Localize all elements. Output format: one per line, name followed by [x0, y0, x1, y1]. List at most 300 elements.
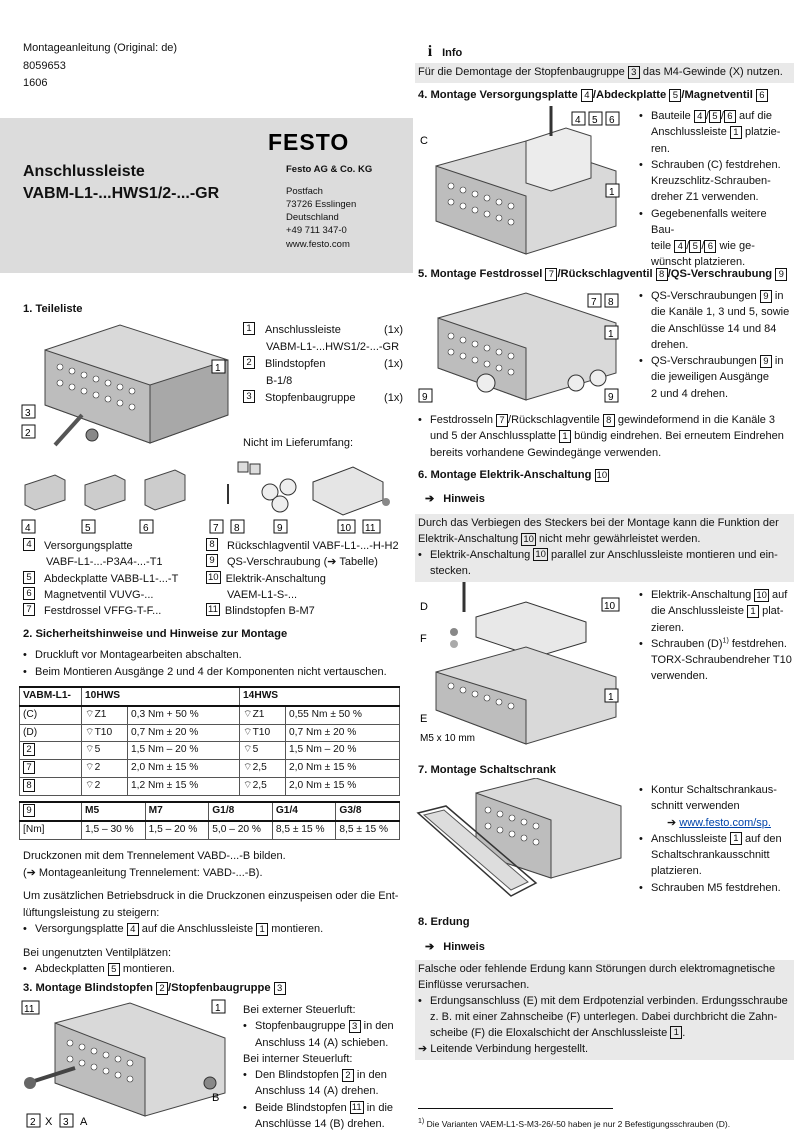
table-header: M5: [82, 802, 146, 821]
section-title: 2. Sicherheitshinweise und Hinweise zur Montage: [23, 628, 288, 640]
hint-heading: [425, 492, 485, 508]
item-number: 5: [689, 240, 701, 253]
cabinet-figure: [416, 778, 626, 908]
table-cell: ⌔2: [82, 760, 128, 778]
item-number: 2: [342, 1069, 354, 1082]
table-row: [20, 778, 400, 796]
table-cell: 1,5 – 30 %: [82, 821, 146, 839]
paragraph: Um zusätzlichen Betriebsdruck in die Druckzonen einzuspeisen oder die Ent-: [23, 890, 399, 902]
text: 6. Montage Elektrik-Anschaltung: [418, 469, 592, 481]
item-subtext: VABM-L1-...HWS1/2-...-GR: [266, 341, 400, 354]
figure-label: 3: [63, 1117, 69, 1128]
item-subtext: VAEM-L1-S-...: [227, 588, 298, 601]
parts-list-included: [243, 322, 403, 407]
figure-label: 1: [609, 187, 615, 198]
text: Kreuzschlitz-Schrauben-: [651, 175, 771, 188]
text: teile: [651, 240, 672, 253]
table-cell: 5,0 – 20 %: [209, 821, 273, 839]
item-number: 11: [351, 1102, 362, 1114]
item-number: 10: [535, 549, 546, 561]
text: in: [774, 355, 784, 368]
text: montieren.: [271, 923, 324, 935]
paragraph: Falsche oder fehlende Erdung kann Störungen durch elektromagnetische: [418, 963, 776, 975]
table-header: 14HWS: [240, 687, 286, 706]
info-heading: [421, 40, 462, 63]
text: /Rückschlagventil: [557, 268, 653, 280]
text: auf: [771, 589, 788, 601]
bullet-item: [639, 353, 794, 402]
table-cell: 2: [23, 743, 35, 756]
paragraph: Anschluss 14 (A) drehen.: [255, 1085, 379, 1098]
svg-text:5: 5: [85, 523, 91, 534]
item-number: 4: [23, 538, 35, 551]
item-number: 8: [206, 538, 218, 551]
info-banner: [415, 63, 794, 83]
table-cell: 0,7 Nm ± 20 %: [128, 724, 240, 742]
item-qty: (1x): [384, 358, 403, 371]
text: Anschlussleiste: [651, 126, 727, 139]
figure-label: C: [420, 135, 428, 147]
table-cell: (D): [20, 724, 82, 742]
table-row: [20, 724, 400, 742]
text: platzieren.: [651, 865, 702, 878]
address-line: Postfach: [286, 186, 323, 198]
item-qty: (1x): [384, 324, 403, 336]
item-number: 9: [775, 268, 787, 281]
text: Erdungsanschluss (E) mit dem Erdpotenzial verbinden. Erdungsschraube: [430, 994, 788, 1007]
grounding-banner: [415, 960, 794, 1060]
item-number: 5: [23, 571, 35, 584]
text: Festdrosseln: [430, 414, 493, 426]
text: /Magnetventil: [681, 89, 753, 101]
item-number: 4: [581, 89, 593, 102]
table-row: [20, 742, 400, 760]
section-title: [418, 266, 787, 282]
bullet-item: [418, 412, 798, 461]
text: Info: [442, 47, 463, 59]
table-row: [20, 802, 400, 821]
table-header: 9: [23, 804, 35, 817]
parts-list-right: [206, 538, 411, 619]
optional-parts-figure: [208, 452, 408, 537]
text: das M4-Gewinde (X) nutzen.: [642, 66, 783, 78]
item-text: Blindstopfen: [265, 358, 326, 371]
svg-text:4: 4: [25, 523, 31, 534]
qs-table: [19, 801, 400, 840]
info-icon: i: [427, 43, 433, 60]
text: /Rückschlagventile: [508, 414, 600, 426]
table-cell: ⌔2: [82, 778, 128, 796]
list-item: [23, 587, 218, 603]
table-header: [128, 687, 240, 706]
text: gewindeformend in die Kanäle 3: [617, 414, 776, 426]
item-number: 9: [760, 355, 772, 368]
item-number: 3: [274, 982, 286, 995]
text: in den: [363, 1020, 394, 1033]
section-title: 7. Montage Schaltschrank: [418, 764, 557, 776]
table-row: [20, 687, 400, 706]
text: /Stopfenbaugruppe: [168, 982, 271, 994]
header-line: Montageanleitung (Original: de): [23, 42, 178, 54]
bullet-item: [418, 548, 791, 580]
text: festdrehen.: [731, 637, 787, 650]
bullet-item: [243, 1018, 413, 1034]
text: montieren.: [122, 963, 175, 975]
text: 3. Montage Blindstopfen: [23, 982, 153, 994]
figure-label: 5: [592, 115, 598, 126]
text: Leitende Verbindung hergestellt.: [430, 1042, 589, 1055]
bullet-item: [243, 1067, 413, 1083]
item-number: 1: [256, 923, 268, 936]
paragraph: Bei ungenutzten Ventilplätzen:: [23, 946, 172, 959]
address-line: Deutschland: [286, 212, 339, 224]
item-subtext: B-1/8: [266, 375, 293, 388]
table-cell: ⌔T10: [82, 724, 128, 742]
text: Schrauben (C) festdrehen.: [651, 158, 781, 171]
item-subtext: VABF-L1-...-P3A4-...-T1: [46, 556, 163, 569]
text: dreher Z1 verwenden.: [651, 191, 759, 204]
table-cell: 0,7 Nm ± 20 %: [286, 724, 400, 742]
doc-header: [23, 40, 177, 93]
address-line: 73726 Esslingen: [286, 199, 357, 211]
text: /Abdeckplatte: [592, 89, 667, 101]
list-item: [206, 538, 411, 554]
text: und 5 der Anschlussplatte: [430, 430, 556, 443]
table-cell: ⌔5: [82, 742, 128, 760]
arrow-right-icon: ➔: [425, 941, 435, 953]
company-address: [286, 163, 372, 251]
safety-list: [23, 647, 413, 680]
header-line: 1606: [23, 77, 48, 90]
bullet-item: [639, 157, 789, 206]
table-cell: ⌔Z1: [82, 706, 128, 724]
supply-plate-instructions: [639, 108, 789, 271]
table-cell: 1,2 Nm ± 15 %: [128, 778, 240, 796]
table-cell: ⌔T10: [240, 724, 286, 742]
item-number: 6: [724, 110, 736, 123]
text: plat-: [762, 605, 784, 618]
item-number: 6: [704, 240, 716, 253]
text: drehen.: [651, 338, 689, 351]
text: 4. Montage Versorgungsplatte: [418, 89, 578, 101]
figure-label: B: [212, 1092, 220, 1104]
not-included-label: Nicht im Lieferumfang:: [243, 437, 354, 449]
throttle-note: [418, 412, 798, 461]
item-number: 1: [747, 605, 759, 618]
figure-label: E: [420, 713, 428, 725]
table-cell: 1,5 Nm – 20 %: [286, 742, 400, 760]
item-number: 2: [243, 356, 255, 369]
section-title: 1. Teileliste: [23, 303, 83, 315]
item-number: 11: [208, 604, 218, 616]
text: parallel zur Anschlussleiste montieren und ein-: [550, 548, 778, 561]
arrow-right-icon: ➔: [667, 816, 677, 829]
text: Stopfenbaugruppe: [255, 1020, 346, 1033]
text: QS-Verschraubungen: [651, 355, 757, 368]
text: bereits vorhandene Gewindegänge verwenden.: [430, 446, 662, 459]
item-number: 1: [730, 832, 742, 845]
text: z. B. mit einer Zahnscheibe (F) unterlegen. Dabei durchbricht die Zahn-: [430, 1010, 778, 1023]
list-item: [206, 603, 411, 619]
text: Hinweis: [443, 493, 485, 505]
figure-label: M5 x 10 mm: [420, 733, 476, 744]
text: Bauteile: [651, 110, 691, 122]
item-number: 8: [603, 414, 615, 427]
figure-label: 1: [215, 1003, 221, 1014]
paragraph: Durch das Verbiegen des Steckers bei der Montage kann die Funktion der: [418, 517, 779, 529]
item-text: Stopfenbaugruppe: [265, 392, 356, 405]
svg-text:3: 3: [25, 408, 31, 419]
text: die jeweiligen Ausgänge: [651, 371, 770, 384]
table-cell: 2,0 Nm ± 15 %: [286, 760, 400, 778]
item-number: 3: [349, 1020, 361, 1033]
bullet-item: [639, 587, 794, 636]
svg-text:7: 7: [213, 523, 219, 534]
cabinet-instructions: [639, 782, 794, 896]
figure-label: 1: [608, 329, 614, 340]
table-header: VABM-L1-: [20, 687, 82, 706]
item-text: Elektrik-Anschaltung: [225, 572, 326, 585]
bullet-item: • Schrauben M5 festdrehen.: [639, 880, 794, 896]
bullet-item: • Bauteile 4 / 5 / 6 auf die Anschlussleiste 1 platzie- ren.: [639, 108, 789, 157]
item-number: 1: [243, 322, 255, 335]
figure-label: 7: [591, 297, 597, 308]
bullet-item: [639, 831, 794, 880]
bullet-item: • Erdungsanschluss (E) mit dem Erdpotenzial verbinden. Erdungsschraube z. B. mit einer Zahnscheibe (F) unterlegen. Dabei durchbricht die Zahn- scheibe (F) die Eloxalschicht der Anschlussleiste 1 .: [418, 994, 791, 1042]
paragraph: Einflüsse verursachen.: [418, 978, 530, 991]
table-cell: 2,0 Nm ± 15 %: [128, 760, 240, 778]
table-header: M7: [145, 802, 209, 821]
section-title: [418, 467, 609, 483]
item-text: Anschlussleiste: [265, 324, 341, 336]
table-header: G3/8: [336, 802, 400, 821]
text: wünscht platzieren.: [651, 256, 746, 269]
bullet-item: [639, 636, 794, 685]
festo-sp-link[interactable]: www.festo.com/sp.: [679, 816, 771, 829]
item-number: 10: [208, 571, 219, 583]
text: QS-Verschraubungen: [651, 290, 757, 302]
table-cell: 8,5 ± 15 %: [272, 821, 336, 839]
text: Für die Demontage der Stopfenbaugruppe: [418, 66, 625, 78]
text: in: [774, 290, 784, 302]
table-cell: ⌔Z1: [240, 706, 286, 724]
item-number: 10: [756, 589, 767, 601]
parts-list-left: [23, 538, 218, 619]
svg-text:6: 6: [143, 523, 149, 534]
electric-instructions: [639, 587, 794, 685]
doc-title: [23, 161, 219, 204]
item-number: 5: [669, 89, 681, 102]
text: scheibe (F) die Eloxalschicht der Anschlussleiste: [430, 1026, 668, 1039]
text: auf die Anschlussleiste: [141, 923, 254, 935]
plug-figure: [20, 998, 235, 1133]
bullet-item: [639, 288, 794, 353]
table-header: G1/8: [209, 802, 273, 821]
text: bündig eindrehen. Bei erneutem Eindrehen: [574, 430, 784, 443]
figure-label: 10: [604, 601, 616, 612]
text: die Kanäle 1, 3 und 5, sowie: [651, 306, 790, 319]
item-number: 1: [670, 1026, 682, 1039]
svg-text:9: 9: [277, 523, 283, 534]
table-cell: 8,5 ± 15 %: [336, 821, 400, 839]
title-line: VABM-L1-...HWS1/2-...-GR: [23, 184, 220, 202]
text: wie ge-: [719, 240, 755, 253]
paragraph: Anschlüsse 14 (B) drehen.: [255, 1117, 385, 1130]
item-number: 2: [156, 982, 168, 995]
item-text: Blindstopfen B-M7: [224, 605, 315, 618]
footnote-ref: 1): [722, 637, 729, 645]
item-text: Festdrossel VFFG-T-F...: [44, 605, 162, 618]
table-cell: ⌔2,5: [240, 778, 286, 796]
text: in die: [366, 1101, 394, 1114]
table-header: [286, 687, 400, 706]
text: 5. Montage Festdrossel: [418, 268, 543, 280]
item-number: 4: [127, 923, 139, 936]
figure-label: D: [420, 601, 428, 613]
text: Beide Blindstopfen: [255, 1101, 347, 1114]
table-cell: [Nm]: [20, 821, 82, 839]
table-row: [20, 821, 400, 839]
text: schnitt verwenden: [651, 800, 740, 813]
text: verwenden.: [651, 670, 708, 683]
throttle-figure: [416, 288, 626, 406]
text: 2 und 4 drehen.: [651, 387, 729, 400]
item-qty: (1x): [384, 392, 403, 405]
text: /QS-Verschraubung: [667, 268, 773, 280]
item-number: 5: [108, 963, 120, 976]
item-text: Magnetventil VUVG-...: [44, 588, 154, 601]
list-item: [23, 538, 218, 554]
figure-label: 4: [575, 115, 581, 126]
festo-logo: FESTO: [268, 129, 350, 155]
arrow-right-icon: ➔: [418, 1042, 428, 1055]
bullet-item: [243, 1100, 413, 1116]
hint-heading: [425, 940, 485, 956]
text: Versorgungsplatte: [35, 923, 124, 935]
item-text: Rückschlagventil VABF-L1-...-H-H2: [227, 540, 399, 552]
item-number: 6: [756, 89, 768, 102]
svg-text:8: 8: [234, 523, 240, 534]
item-text: QS-Verschraubung (➔ Tabelle): [227, 556, 378, 569]
paragraph: Anschluss 14 (A) schieben.: [255, 1036, 389, 1049]
throttle-instructions: [639, 288, 794, 402]
item-number: 9: [760, 290, 772, 303]
text: auf den: [744, 832, 782, 845]
figure-label: 1: [608, 692, 614, 703]
footnote-text: Die Varianten VAEM-L1-S-M3-26/-50 haben je nur 2 Befestigungsschrauben (D).: [426, 1118, 731, 1129]
item-number: 1: [730, 126, 742, 139]
figure-label: 8: [608, 297, 614, 308]
address-line: +49 711 347-0: [286, 225, 347, 237]
text: Den Blindstopfen: [255, 1069, 339, 1082]
text: auf die: [739, 110, 773, 122]
text: Elektrik-Anschaltung: [651, 589, 752, 601]
list-item: [23, 603, 218, 619]
item-number: 3: [628, 66, 640, 79]
item-number: 4: [694, 110, 706, 123]
bullet-item: • Druckluft vor Montagearbeiten abschalten.: [23, 647, 413, 664]
figure-label: A: [80, 1116, 88, 1128]
bullet-item: • Gegebenenfalls weitere Bau- teile 4 / 5 / 6 wie ge- wünscht platzieren.: [639, 206, 789, 271]
figure-label: 11: [24, 1004, 35, 1015]
table-cell: 2,0 Nm ± 15 %: [286, 778, 400, 796]
footnote-rule: [418, 1108, 613, 1109]
text: Gegebenenfalls weitere Bau-: [651, 207, 767, 236]
table-header: G1/4: [272, 802, 336, 821]
text: Elektrik-Anschaltung: [418, 532, 519, 545]
title-line: Anschlussleiste: [23, 163, 145, 180]
table-cell: 1,5 Nm – 20 %: [128, 742, 240, 760]
figure-label: F: [420, 633, 427, 645]
text: platzie-: [744, 126, 781, 139]
text: in den: [356, 1069, 387, 1082]
text: stecken.: [430, 564, 471, 577]
text: Schaltschrankausschnitt: [651, 849, 770, 862]
paragraph: Bei externer Steuerluft:: [243, 1004, 356, 1016]
bullet-item: [23, 961, 413, 978]
table-cell: (C): [20, 706, 82, 724]
item-number: 8: [656, 268, 668, 281]
item-number: 1: [559, 430, 571, 443]
paragraph: lüftungsleistung zu steigern:: [23, 906, 160, 919]
header-line: 8059653: [23, 59, 66, 72]
text: Kontur Schaltschrankaus-: [651, 784, 777, 796]
paragraph: Bei interner Steuerluft:: [243, 1052, 353, 1065]
svg-text:11: 11: [365, 523, 376, 534]
list-item: [243, 322, 403, 339]
item-number: 7: [496, 414, 508, 427]
table-cell: 7: [23, 761, 35, 774]
list-item: [243, 390, 403, 407]
text: ren.: [651, 142, 670, 155]
table-row: [20, 706, 400, 724]
list-item: [206, 571, 411, 587]
item-number: 5: [709, 110, 721, 123]
list-item: [243, 356, 403, 373]
hint-banner: [415, 514, 794, 582]
list-item: [206, 554, 411, 570]
table-cell: 0,3 Nm + 50 %: [128, 706, 240, 724]
table-cell: ⌔2,5: [240, 760, 286, 778]
parts-figure: [20, 315, 235, 575]
address-line: www.festo.com: [286, 238, 350, 250]
figure-label: X: [45, 1116, 53, 1128]
text: nicht mehr gewährleistet werden.: [538, 532, 701, 545]
text: Hinweis: [443, 941, 485, 953]
bullet-item: [23, 921, 413, 938]
item-number: 7: [545, 268, 557, 281]
supply-plate-figure: [416, 106, 626, 256]
text: zieren.: [651, 621, 685, 634]
bullet-item: • Beim Montieren Ausgänge 2 und 4 der Komponenten nicht vertauschen.: [23, 664, 413, 681]
item-number: 4: [674, 240, 686, 253]
svg-text:2: 2: [25, 428, 31, 439]
table-header: 10HWS: [82, 687, 128, 706]
figure-label: 9: [422, 392, 428, 403]
text: TORX-Schraubendreher T10: [651, 654, 792, 667]
footnote: [418, 1117, 730, 1130]
item-number: 10: [596, 469, 608, 481]
item-text: Abdeckplatte VABB-L1-...-T: [44, 572, 179, 585]
paragraph: (➔ Montageanleitung Trennelement: VABD-...-B).: [23, 866, 263, 879]
bullet-item: [639, 782, 794, 831]
pressure-zone-text: [23, 848, 413, 978]
paragraph: Druckzonen mit dem Trennelement VABD-...-B bilden.: [23, 850, 286, 862]
item-number: 7: [23, 603, 35, 616]
figure-label: 9: [608, 392, 614, 403]
section-title: [23, 980, 286, 996]
torque-table: [19, 686, 400, 796]
